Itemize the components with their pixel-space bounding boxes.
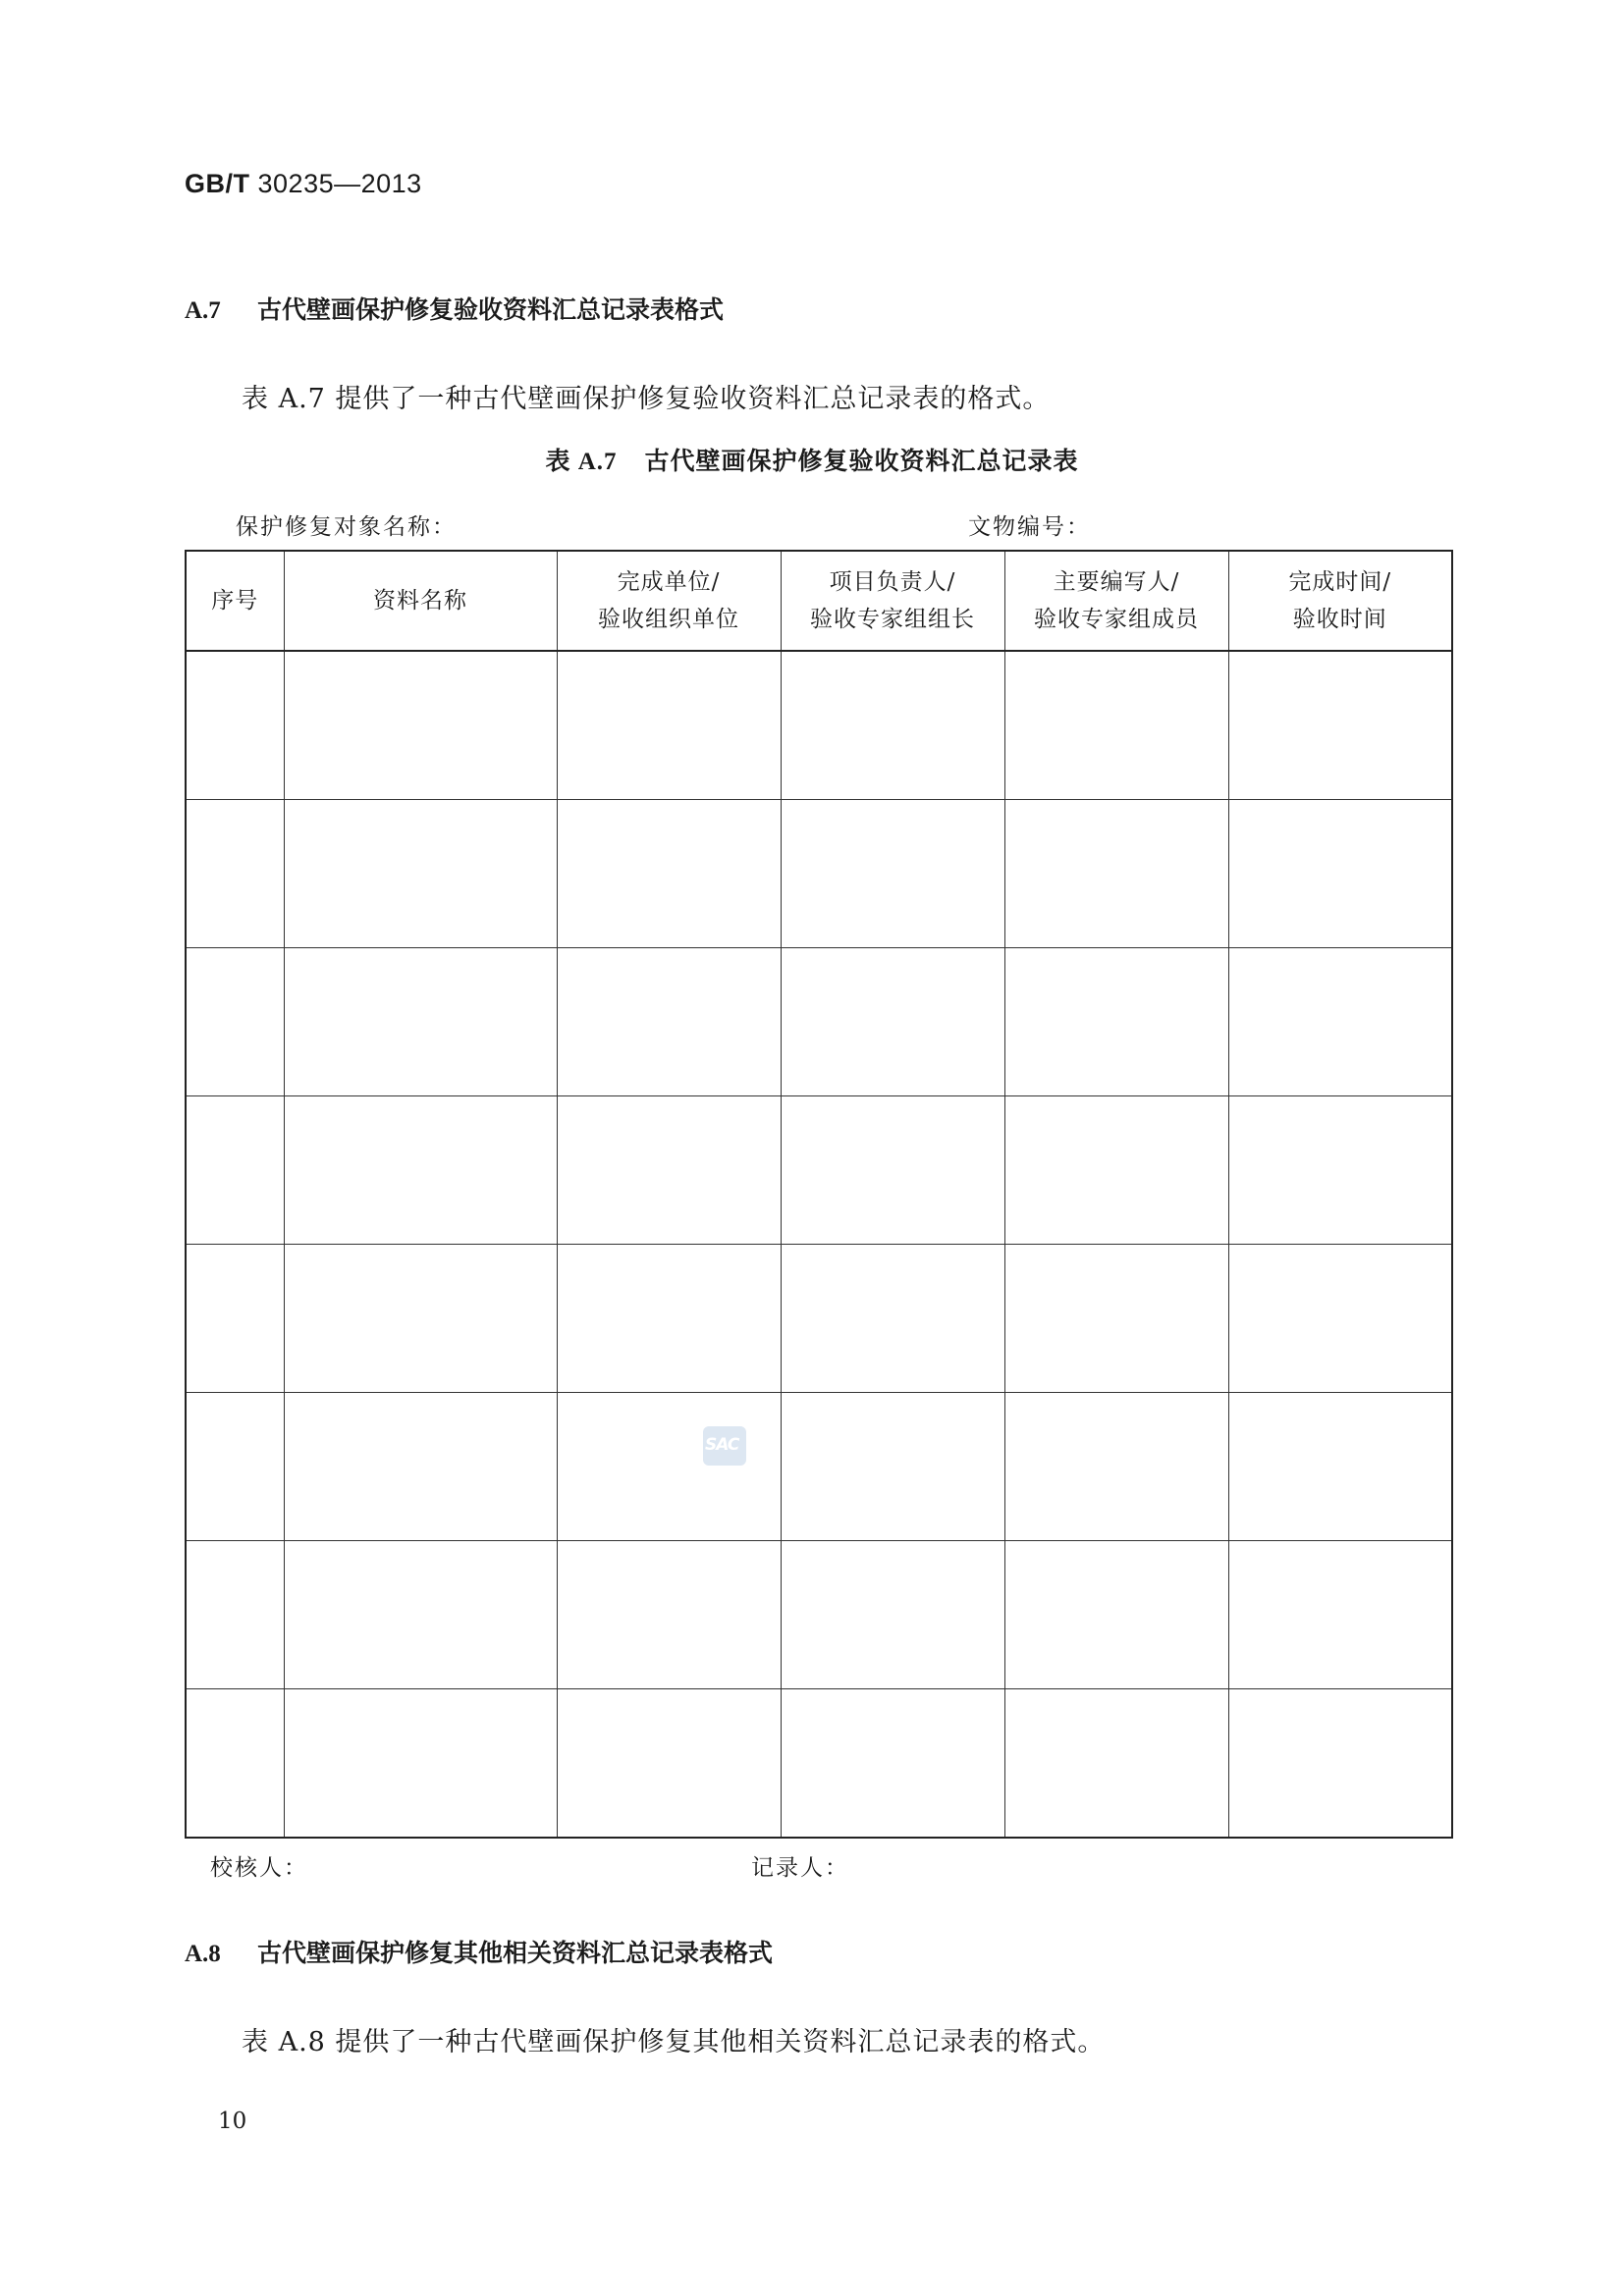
record-table [185, 550, 1453, 1839]
table-cell [1004, 1689, 1228, 1839]
table-cell [284, 948, 557, 1096]
column-header-document-name: 资料名称 [284, 551, 557, 651]
standard-number: 30235—2013 [257, 169, 422, 198]
table-cell [1228, 1541, 1452, 1689]
table-cell [781, 948, 1004, 1096]
table-cell [1004, 1541, 1228, 1689]
section-heading-a7 [185, 291, 724, 326]
section-title: 古代壁画保护修复验收资料汇总记录表格式 [257, 295, 725, 324]
table-cell [1004, 1096, 1228, 1245]
table-cell [781, 651, 1004, 800]
table-cell [557, 1245, 781, 1393]
table-row [186, 651, 1452, 800]
table-cell [186, 800, 284, 948]
table-row [186, 1393, 1452, 1541]
standard-code [185, 169, 422, 199]
table-cell [284, 1689, 557, 1839]
table-cell [557, 1689, 781, 1839]
table-body [186, 651, 1452, 1838]
table-cell [186, 1541, 284, 1689]
sac-watermark-logo [703, 1426, 746, 1466]
column-header-project-leader: 项目负责人/ 验收专家组组长 [781, 551, 1004, 651]
table-cell [781, 1245, 1004, 1393]
table-cell [186, 948, 284, 1096]
table-cell [557, 800, 781, 948]
table-cell [284, 1541, 557, 1689]
table-row [186, 1245, 1452, 1393]
table-row [186, 800, 1452, 948]
table-cell [557, 1541, 781, 1689]
relic-number-label: 文物编号： [968, 514, 1091, 540]
paragraph-a7: 表 A.7 提供了一种古代壁画保护修复验收资料汇总记录表的格式。 [242, 384, 1051, 414]
recorder-label: 记录人： [751, 1855, 849, 1881]
table-cell [1004, 1245, 1228, 1393]
table-cell [284, 1096, 557, 1245]
table-cell [1228, 1096, 1452, 1245]
table-cell [186, 651, 284, 800]
section-number: A.7 [185, 297, 221, 324]
column-header-main-author: 主要编写人/ 验收专家组成员 [1004, 551, 1228, 651]
section-number: A.8 [185, 1941, 221, 1967]
table-cell [1228, 948, 1452, 1096]
column-header-completion-time: 完成时间/ 验收时间 [1228, 551, 1452, 651]
table-cell [186, 1393, 284, 1541]
page-number: 10 [218, 2109, 247, 2134]
table-cell [781, 1393, 1004, 1541]
paragraph-a8: 表 A.8 提供了一种古代壁画保护修复其他相关资料汇总记录表的格式。 [242, 2027, 1106, 2057]
table-cell [781, 1689, 1004, 1839]
table-cell [1228, 651, 1452, 800]
table-cell [1228, 1245, 1452, 1393]
column-header-serial: 序号 [186, 551, 284, 651]
table-cell [557, 948, 781, 1096]
table-cell [284, 800, 557, 948]
table-title [0, 442, 1624, 477]
table-row [186, 948, 1452, 1096]
table-cell [284, 651, 557, 800]
table-cell [781, 1541, 1004, 1689]
table-number: 表 A.7 [545, 449, 618, 475]
table-cell [557, 651, 781, 800]
table-row [186, 1096, 1452, 1245]
table-cell [1228, 800, 1452, 948]
table-cell [186, 1689, 284, 1839]
table-header-row [186, 551, 1452, 651]
table-cell [1004, 651, 1228, 800]
table-cell [284, 1393, 557, 1541]
sac-logo-text: SAC [705, 1435, 739, 1455]
section-heading-a8 [185, 1934, 773, 1969]
checker-label: 校核人： [210, 1855, 308, 1881]
table-cell [781, 800, 1004, 948]
table-cell [781, 1096, 1004, 1245]
table-cell [1004, 800, 1228, 948]
table-row [186, 1689, 1452, 1839]
table-row [186, 1541, 1452, 1689]
table-cell [557, 1096, 781, 1245]
object-name-label: 保护修复对象名称： [236, 514, 457, 540]
column-header-completing-unit: 完成单位/ 验收组织单位 [557, 551, 781, 651]
table-cell [186, 1245, 284, 1393]
table-cell [1228, 1689, 1452, 1839]
section-title: 古代壁画保护修复其他相关资料汇总记录表格式 [257, 1939, 774, 1967]
table-cell [186, 1096, 284, 1245]
table-cell [557, 1393, 781, 1541]
table-cell [284, 1245, 557, 1393]
table-cell [1004, 1393, 1228, 1541]
table-cell [1228, 1393, 1452, 1541]
standard-prefix: GB/T [185, 169, 250, 198]
table-title-text: 古代壁画保护修复验收资料汇总记录表 [644, 447, 1079, 475]
table-cell [1004, 948, 1228, 1096]
